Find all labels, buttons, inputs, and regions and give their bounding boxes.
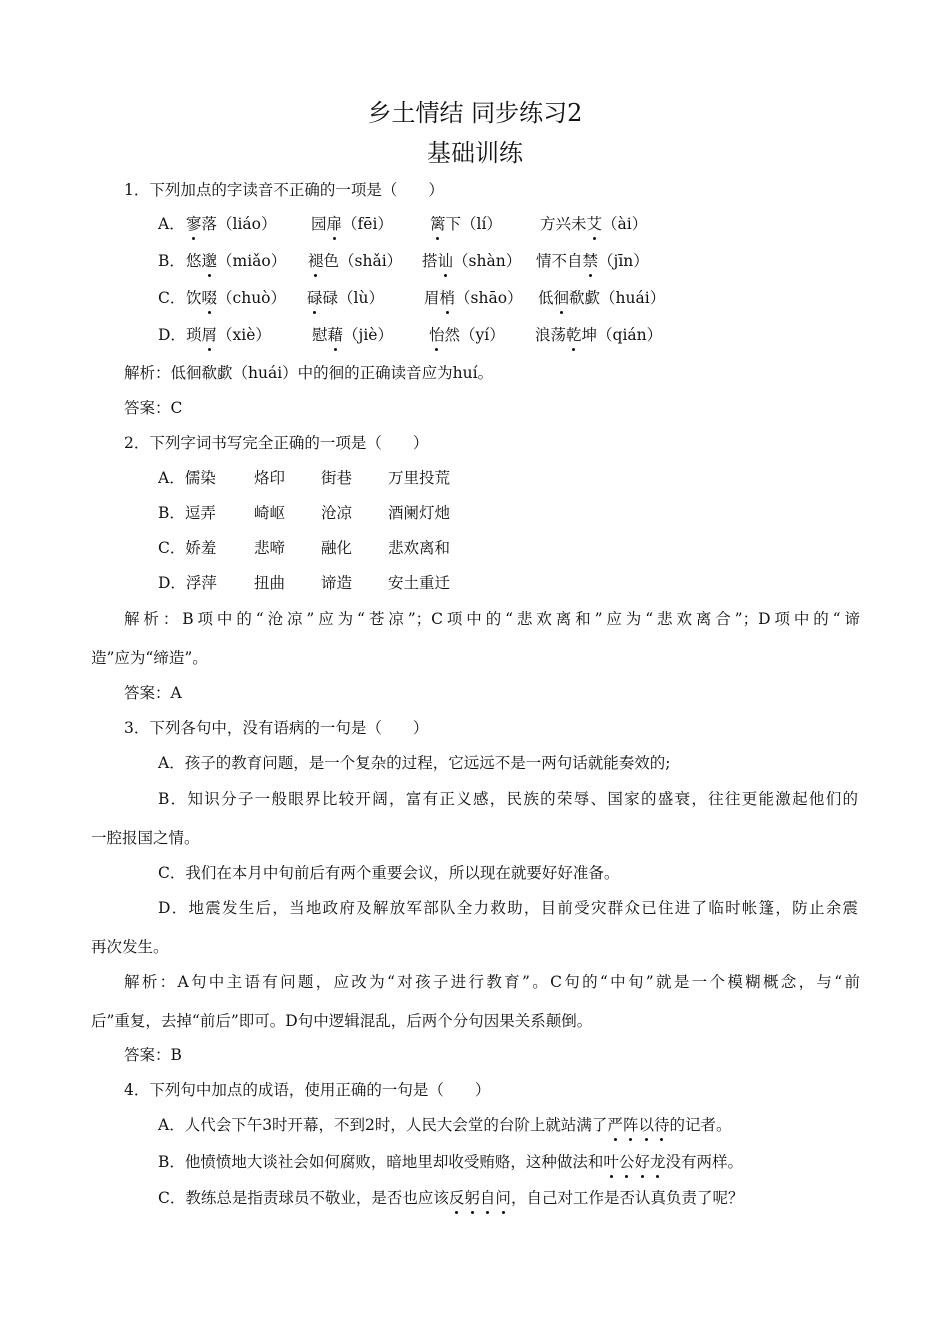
- emphasis-char: 待: [653, 1116, 670, 1134]
- word-item: C．娇羞: [158, 539, 217, 557]
- question-1-option-d: [158, 325, 758, 347]
- highlighted-idiom: [603, 1153, 665, 1171]
- section-title: 基础训练: [427, 139, 523, 167]
- question-1-analysis: 解析：低徊欷歔（huái）中的徊的正确读音应为huí。: [124, 364, 494, 382]
- option-letter: C．: [158, 289, 186, 307]
- question-3-option-d-continued: 再次发生。: [91, 938, 169, 956]
- word-item: 园扉（fēi）: [311, 215, 393, 233]
- question-2-option-b: [158, 503, 558, 525]
- emphasis-char: 公: [618, 1153, 635, 1171]
- word-item: 沧凉: [321, 504, 353, 522]
- emphasis-char: 反: [448, 1189, 465, 1207]
- word-item: 饮啜（chuò）: [186, 289, 287, 307]
- word-item: 琐屑（xiè）: [186, 326, 271, 344]
- emphasis-char: 严: [607, 1116, 623, 1134]
- word-item: 悲啼: [254, 539, 286, 557]
- question-2-option-a: [158, 468, 558, 490]
- word-item: 谛造: [321, 574, 353, 592]
- word-item: 方兴未艾（ài）: [540, 215, 648, 233]
- question-3-stem: 3．下列各句中，没有语病的一句是（ ）: [124, 719, 429, 737]
- question-3-answer: 答案：B: [124, 1046, 182, 1064]
- question-2-analysis: 解析：B项中的“沧凉”应为“苍凉”；C项中的“悲欢离和”应为“悲欢离合”；D项中的“谛: [124, 610, 860, 628]
- question-1-stem: 1．下列加点的字读音不正确的一项是（ ）: [124, 181, 444, 199]
- option-letter: D．: [158, 326, 186, 344]
- word-item: 慰藉（jiè）: [312, 326, 393, 344]
- question-4-option-b: B．他愤愤地大谈社会如何腐败，暗地里却收受贿赂，这种做法和叶公好龙没有两样。: [158, 1153, 743, 1171]
- question-3-option-b: B．知识分子一般眼界比较开阔，富有正义感，民族的荣辱、国家的盛衰，往往更能激起他们的: [158, 790, 858, 808]
- question-1-answer: 答案：C: [124, 399, 183, 417]
- question-2-option-c: [158, 538, 558, 560]
- question-3-option-b-continued: 一腔报国之情。: [91, 829, 200, 847]
- emphasis-char: 龙: [649, 1153, 666, 1171]
- highlighted-idiom: [449, 1189, 511, 1207]
- word-item: 低徊欷歔（huái）: [538, 289, 666, 307]
- question-1-option-b: [158, 251, 758, 273]
- emphasis-char: 躬: [464, 1189, 480, 1207]
- word-item: 酒阑灯灺: [388, 504, 451, 522]
- question-3-option-d: D．地震发生后，当地政府及解放军部队全力救助，目前受灾群众已住进了临时帐篷，防止余震: [158, 899, 858, 917]
- question-2-analysis-continued: 造”应为“缔造”。: [91, 649, 208, 667]
- word-item: 烙印: [254, 469, 286, 487]
- question-3-analysis-continued: 后”重复，去掉“前后”即可。D句中逻辑混乱，后两个分句因果关系颠倒。: [91, 1012, 593, 1030]
- word-item: A．儒染: [158, 469, 216, 487]
- emphasis-char: 以: [638, 1116, 654, 1134]
- word-item: 寥落（liáo）: [186, 215, 277, 233]
- option-letter: A．: [158, 215, 185, 233]
- emphasis-char: 问: [495, 1189, 511, 1207]
- question-4-option-a: A．人代会下午3时开幕，不到2时，人民大会堂的台阶上就站满了严阵以待的记者。: [158, 1116, 732, 1134]
- emphasis-char: 阵: [622, 1116, 639, 1134]
- question-1-option-c: [158, 288, 758, 310]
- word-item: 眉梢（shāo）: [424, 289, 523, 307]
- word-item: 悠邈（miǎo）: [186, 252, 287, 270]
- word-item: 褪色（shǎi）: [308, 252, 403, 270]
- question-4-option-c: C．教练总是指责球员不敬业，是否也应该反躬自问，自己对工作是否认真负责了呢？: [158, 1189, 744, 1207]
- word-item: 搭讪（shàn）: [422, 252, 522, 270]
- option-letter: B．: [158, 252, 185, 270]
- question-2-stem: 2．下列字词书写完全正确的一项是（ ）: [124, 434, 429, 452]
- document-title: 乡土情结 同步练习2: [367, 99, 583, 127]
- emphasis-char: 好: [634, 1153, 650, 1171]
- word-item: 篱下（lí）: [430, 215, 502, 233]
- emphasis-char: 叶: [603, 1153, 619, 1171]
- question-4-stem: 4．下列句中加点的成语，使用正确的一句是（ ）: [124, 1081, 491, 1099]
- question-2-option-d: [158, 573, 558, 595]
- word-item: 浪荡乾坤（qián）: [535, 326, 663, 344]
- emphasis-char: 自: [479, 1189, 496, 1207]
- word-item: 安土重迁: [388, 574, 451, 592]
- word-item: 崎岖: [254, 504, 286, 522]
- highlighted-idiom: [607, 1116, 669, 1134]
- word-item: 万里投荒: [388, 469, 451, 487]
- question-3-option-c: C．我们在本月中旬前后有两个重要会议，所以现在就要好好准备。: [158, 864, 620, 882]
- word-item: B．逗弄: [158, 504, 216, 522]
- word-item: 融化: [321, 539, 353, 557]
- question-3-analysis: 解析：A句中主语有问题，应改为“对孩子进行教育”。C句的“中旬”就是一个模糊概念，与“前: [124, 973, 860, 991]
- word-item: 怡然（yí）: [429, 326, 505, 344]
- word-item: 碌碌（lù）: [307, 289, 384, 307]
- word-item: D．浮萍: [158, 574, 217, 592]
- question-1-option-a: [158, 214, 758, 236]
- word-item: 悲欢离和: [388, 539, 451, 557]
- word-item: 扭曲: [254, 574, 286, 592]
- word-item: 街巷: [321, 469, 353, 487]
- word-item: 情不自禁（jīn）: [536, 252, 649, 270]
- question-3-option-a: A．孩子的教育问题，是一个复杂的过程，它远远不是一两句话就能奏效的;: [158, 754, 671, 772]
- question-2-answer: 答案：A: [124, 684, 182, 702]
